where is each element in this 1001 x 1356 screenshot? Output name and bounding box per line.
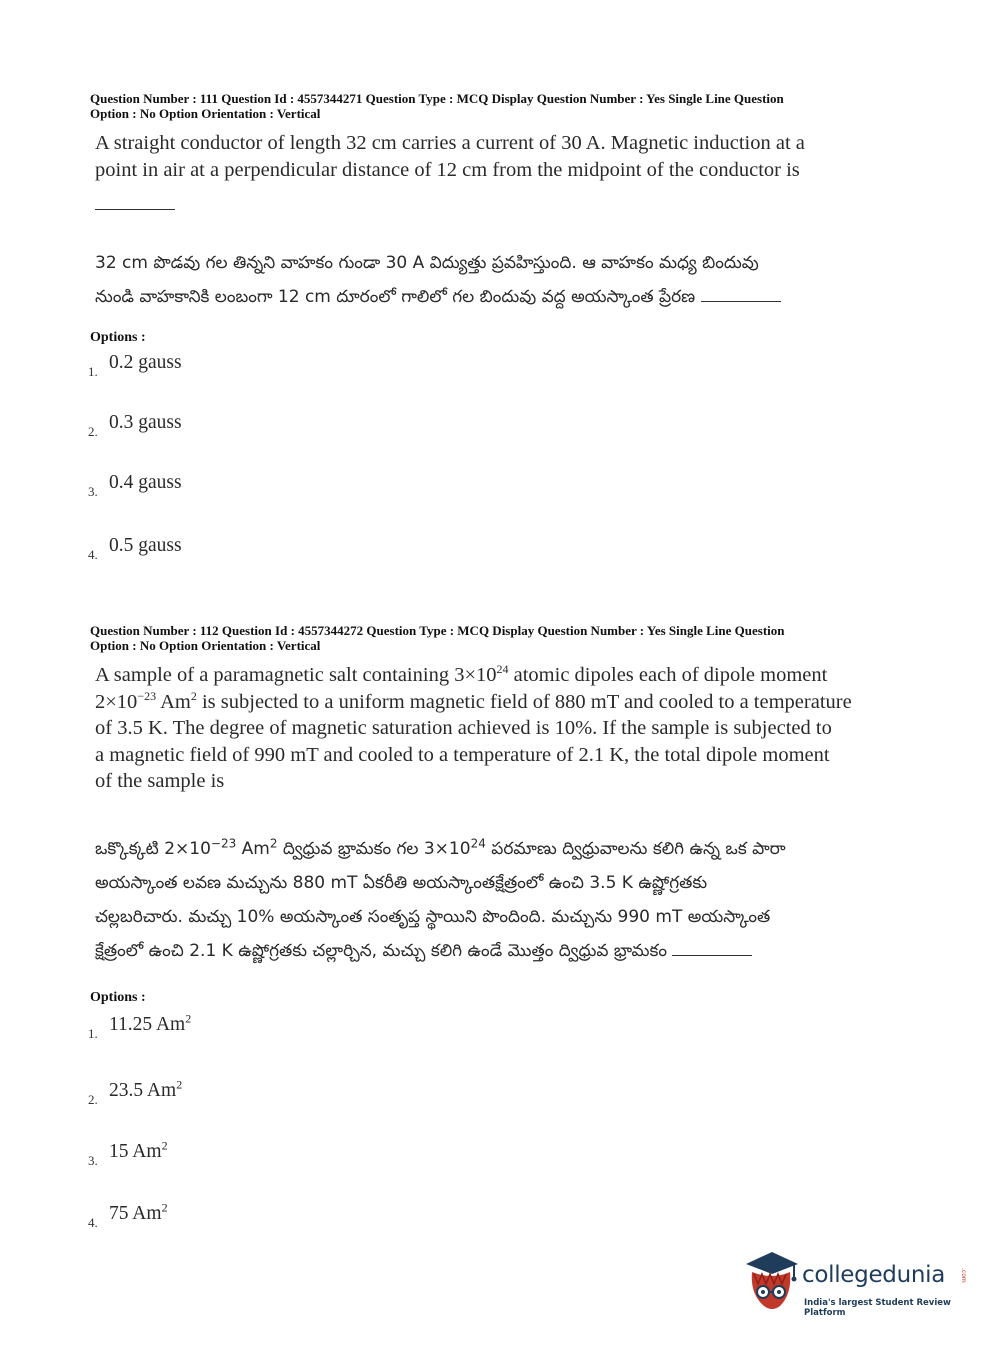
q112-meta-line1: Question Number : 112 Question Id : 4557344272 Question Type : MCQ Display Question Number : Yes Single Line Question bbox=[90, 623, 785, 638]
option-number: 2. bbox=[88, 1092, 98, 1107]
option-number: 2. bbox=[88, 424, 98, 439]
answer-blank bbox=[701, 300, 781, 302]
answer-blank bbox=[95, 208, 175, 210]
q112-option-4[interactable] bbox=[88, 1200, 388, 1233]
option-number: 1. bbox=[88, 1026, 98, 1041]
q111-meta-line1: Question Number : 111 Question Id : 4557344271 Question Type : MCQ Display Question Number : Yes Single Line Question bbox=[90, 91, 784, 106]
option-number: 3. bbox=[88, 1153, 98, 1168]
q111-meta-line2: Option : No Option Orientation : Vertical bbox=[90, 105, 321, 121]
q112-option-3[interactable] bbox=[88, 1138, 388, 1171]
logo-tagline: India's largest Student Review Platform bbox=[804, 1298, 951, 1318]
q112-option-2[interactable] bbox=[88, 1077, 388, 1110]
q111-option-3[interactable] bbox=[88, 472, 388, 502]
option-number: 3. bbox=[88, 484, 98, 499]
q111-options-label: Options : bbox=[90, 330, 146, 345]
q111-telugu-line2: నుండి వాహకానికి లంబంగా 12 cm దూరంలో గాలిలో గల బిందువు వద్ద అయస్కాంత ప్రేరణ bbox=[95, 287, 696, 307]
q111-english-line1: A straight conductor of length 32 cm carries a current of 30 A. Magnetic induction at a bbox=[95, 132, 805, 154]
q111-meta bbox=[90, 92, 890, 121]
q111-option-4[interactable] bbox=[88, 535, 388, 565]
q112-meta bbox=[90, 624, 890, 653]
q112-english-line1: A sample of a paramagnetic salt containing $3\times 10^{24}$ atomic dipoles each of dipole moment bbox=[95, 662, 828, 686]
q111-option-1[interactable] bbox=[88, 352, 388, 382]
q112-telugu-line2: అయస్కాంత లవణ మచ్చును 880 mT ఏకరీతి అయస్కాంతక్షేత్రంలో ఉంచి 3.5 K ఉష్ణోగ్రతకు bbox=[95, 873, 708, 893]
option-text: 23.5 Am$^2$ bbox=[109, 1077, 183, 1101]
q112-telugu-text bbox=[95, 832, 865, 968]
q112-english-line2: $2\times 10^{-23}$ Am$^2$ is subjected to a uniform magnetic field of 880 mT and cooled to a temperature bbox=[95, 688, 852, 713]
q111-telugu-text bbox=[95, 246, 865, 314]
q112-meta-line2: Option : No Option Orientation : Vertical bbox=[90, 637, 321, 653]
option-text: 0.4 gauss bbox=[109, 472, 182, 493]
option-number: 4. bbox=[88, 547, 98, 562]
q112-options-label: Options : bbox=[90, 990, 146, 1005]
q112-english-text bbox=[95, 662, 865, 795]
collegedunia-logo[interactable] bbox=[742, 1250, 972, 1318]
logo-com: .com bbox=[960, 1268, 967, 1283]
mascot-icon bbox=[742, 1250, 802, 1314]
q111-english-text bbox=[95, 130, 865, 218]
option-text: 75 Am$^2$ bbox=[109, 1200, 168, 1224]
q112-telugu-line4: క్షేత్రంలో ఉంచి 2.1 K ఉష్ణోగ్రతకు చల్లార్చిన, మచ్చు కలిగి ఉండే మొత్తం ద్విధ్రువ భ్రామకం bbox=[95, 941, 667, 961]
answer-blank bbox=[672, 954, 752, 956]
option-text: 11.25 Am$^2$ bbox=[109, 1011, 192, 1035]
option-text: 0.3 gauss bbox=[109, 412, 182, 433]
q112-telugu-line1: ఒక్కొక్కటి $2\times 10^{-23}$ Am$^2$ ద్విధ్రువ భ్రామకం గల $3\times 10^{24}$ పరమాణు ద్విధ్రువాలను కలిగి ఉన్న ఒక పారా bbox=[95, 836, 786, 859]
option-text: 0.2 gauss bbox=[109, 352, 182, 373]
q112-option-1[interactable] bbox=[88, 1011, 388, 1044]
q112-english-line5: of the sample is bbox=[95, 770, 225, 792]
option-number: 1. bbox=[88, 364, 98, 379]
logo-wordmark: collegedunia bbox=[802, 1262, 946, 1288]
option-text: 0.5 gauss bbox=[109, 535, 182, 556]
q112-english-line3: of 3.5 K. The degree of magnetic saturation achieved is 10%. If the sample is subjected to bbox=[95, 717, 832, 739]
q111-telugu-line1: 32 cm పొడవు గల తిన్నని వాహకం గుండా 30 A విద్యుత్తు ప్రవహిస్తుంది. ఆ వాహకం మధ్య బిందువు bbox=[95, 253, 759, 273]
q112-english-line4: a magnetic field of 990 mT and cooled to a temperature of 2.1 K, the total dipole moment bbox=[95, 743, 830, 766]
q111-option-2[interactable] bbox=[88, 412, 388, 442]
option-text: 15 Am$^2$ bbox=[109, 1138, 168, 1162]
q112-telugu-line3: చల్లబరిచారు. మచ్చు 10% అయస్కాంత సంతృప్త స్థాయిని పొందింది. మచ్చును 990 mT అయస్కాంత bbox=[95, 907, 771, 927]
q111-english-line2: point in air at a perpendicular distance of 12 cm from the midpoint of the conductor is bbox=[95, 158, 800, 181]
option-number: 4. bbox=[88, 1215, 98, 1230]
